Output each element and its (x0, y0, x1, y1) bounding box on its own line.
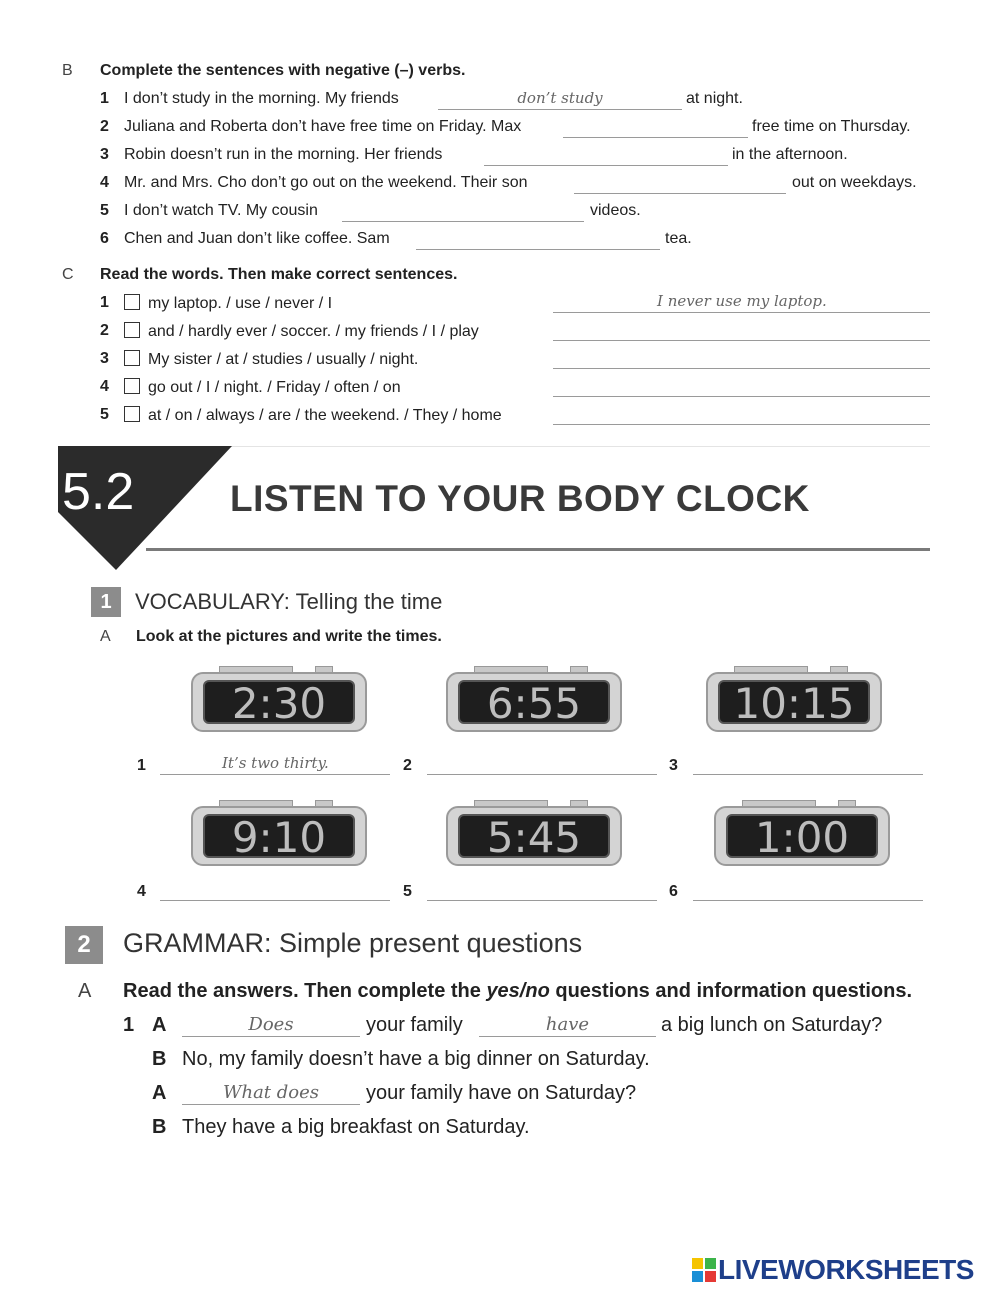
answer-field[interactable] (416, 227, 660, 250)
answer-field[interactable] (479, 1012, 656, 1037)
word-list: My sister / at / studies / usually / night. (148, 351, 419, 368)
dialogue-text: They have a big breakfast on Saturday. (182, 1116, 530, 1138)
answer-field[interactable] (427, 878, 657, 901)
grammar-instruction: Read the answers. Then complete the yes/no questions and information questions. (123, 980, 913, 1002)
sentence-start: I don’t study in the morning. My friends (124, 90, 399, 107)
item-number: 1 (100, 294, 109, 311)
item-number: 4 (100, 378, 109, 395)
sentence-end: in the afternoon. (732, 146, 848, 163)
sentence-start: I don’t watch TV. My cousin (124, 202, 318, 219)
section-b-instruction: Complete the sentences with negative (–) verbs. (100, 62, 466, 79)
sentence-start: Juliana and Roberta don’t have free time on Friday. Max (124, 118, 522, 135)
sentence-end: tea. (665, 230, 692, 247)
item-number: 3 (100, 350, 109, 367)
word-list: go out / I / night. / Friday / often / on (148, 379, 401, 396)
sentence-end: out on weekdays. (792, 174, 917, 191)
answer-text: have (545, 1014, 590, 1035)
dialogue-text: your family have on Saturday? (366, 1082, 637, 1104)
alarm-clock (706, 664, 882, 732)
checkbox[interactable] (124, 406, 140, 422)
item-number: 3 (669, 757, 678, 774)
answer-field[interactable] (553, 402, 930, 425)
word-list: my laptop. / use / never / I (148, 295, 333, 312)
grammar-heading: GRAMMAR: Simple present questions (123, 928, 583, 958)
answer-field[interactable] (484, 143, 728, 166)
answer-field[interactable] (342, 199, 584, 222)
dialogue-text: a big lunch on Saturday? (661, 1014, 883, 1036)
sentence-end: free time on Thursday. (752, 118, 911, 135)
answer-field[interactable] (182, 1012, 360, 1037)
answer-text: don’t study (517, 89, 603, 107)
title-rule (146, 548, 930, 551)
item-number: 6 (669, 883, 678, 900)
answer-field[interactable] (693, 878, 923, 901)
item-number: 2 (100, 322, 109, 339)
sentence-end: at night. (686, 90, 743, 107)
item-number: 6 (100, 230, 109, 247)
clock-time: 6:55 (458, 680, 610, 724)
clock-time: 10:15 (718, 680, 870, 724)
item-number: 3 (100, 146, 109, 163)
section-c-instruction: Read the words. Then make correct sentences. (100, 266, 458, 283)
clock-time: 9:10 (203, 814, 355, 858)
answer-text: What does (222, 1082, 320, 1103)
answer-field[interactable] (427, 752, 657, 775)
item-number: 4 (100, 174, 109, 191)
answer-text: Does (248, 1014, 294, 1035)
section-number-badge: 2 (65, 926, 103, 964)
section-c-letter: C (62, 266, 74, 283)
grammar-letter: A (78, 980, 92, 1002)
dialogue-text: your family (366, 1014, 463, 1036)
clock-time: 1:00 (726, 814, 878, 858)
answer-field[interactable] (160, 752, 390, 775)
item-number: 1 (137, 757, 146, 774)
checkbox[interactable] (124, 350, 140, 366)
liveworksheets-logo-icon (692, 1258, 716, 1282)
sentence-end: videos. (590, 202, 641, 219)
unit-title: LISTEN TO YOUR BODY CLOCK (230, 478, 810, 519)
checkbox[interactable] (124, 378, 140, 394)
logo-text: LIVEWORKSHEETS (718, 1254, 974, 1285)
sentence-start: Chen and Juan don’t like coffee. Sam (124, 230, 390, 247)
item-number: 4 (137, 883, 146, 900)
speaker-label: B (152, 1116, 167, 1138)
item-number: 5 (403, 883, 412, 900)
answer-field[interactable] (553, 318, 930, 341)
answer-field[interactable] (553, 290, 930, 313)
word-list: and / hardly ever / soccer. / my friends / I / play (148, 323, 479, 340)
sentence-start: Mr. and Mrs. Cho don’t go out on the weekend. Their son (124, 174, 528, 191)
alarm-clock (446, 798, 622, 866)
alarm-clock (714, 798, 890, 866)
speaker-label: B (152, 1048, 167, 1070)
answer-field[interactable] (438, 87, 682, 110)
section-b-letter: B (62, 62, 73, 79)
item-number: 5 (100, 202, 109, 219)
checkbox[interactable] (124, 294, 140, 310)
vocab-letter: A (100, 628, 111, 645)
speaker-label: A (152, 1014, 167, 1036)
answer-field[interactable] (693, 752, 923, 775)
answer-field[interactable] (553, 374, 930, 397)
alarm-clock (446, 664, 622, 732)
liveworksheets-logo (692, 1256, 974, 1284)
speaker-label: A (152, 1082, 167, 1104)
answer-field[interactable] (160, 878, 390, 901)
answer-field[interactable] (563, 115, 748, 138)
sentence-start: Robin doesn’t run in the morning. Her friends (124, 146, 443, 163)
item-number: 2 (100, 118, 109, 135)
item-number: 5 (100, 406, 109, 423)
clock-time: 2:30 (203, 680, 355, 724)
item-number: 1 (100, 90, 109, 107)
vocab-heading: VOCABULARY: Telling the time (135, 589, 443, 614)
alarm-clock (191, 664, 367, 732)
answer-field[interactable] (553, 346, 930, 369)
vocab-instruction: Look at the pictures and write the times. (136, 628, 442, 645)
clock-time: 5:45 (458, 814, 610, 858)
answer-text: It’s two thirty. (222, 754, 329, 772)
answer-text: I never use my laptop. (657, 292, 827, 310)
word-list: at / on / always / are / the weekend. / They / home (148, 407, 502, 424)
alarm-clock (191, 798, 367, 866)
answer-field[interactable] (574, 171, 786, 194)
answer-field[interactable] (182, 1080, 360, 1105)
dialogue-text: No, my family doesn’t have a big dinner on Saturday. (182, 1048, 650, 1070)
item-number: 1 (123, 1014, 135, 1036)
checkbox[interactable] (124, 322, 140, 338)
unit-number: 5.2 (62, 463, 135, 521)
section-number-badge: 1 (91, 587, 121, 617)
item-number: 2 (403, 757, 412, 774)
